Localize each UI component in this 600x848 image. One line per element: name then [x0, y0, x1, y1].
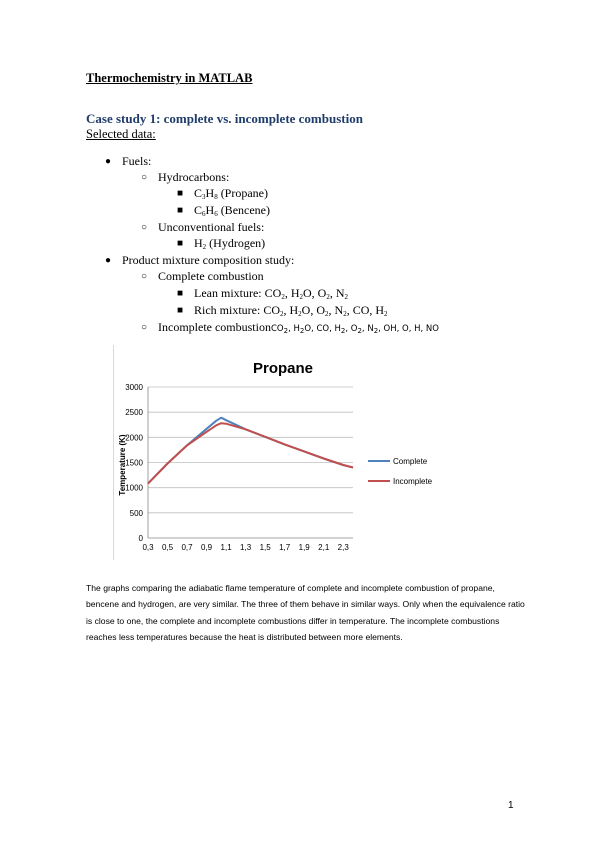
x-tick-label: 1,1	[220, 543, 232, 552]
bullet-hollow: ○	[141, 322, 148, 333]
y-tick-label: 0	[138, 534, 143, 543]
x-tick-label: 1,7	[279, 543, 291, 552]
list-item-bencene: $C_6H_6$ (Bencene)	[194, 203, 270, 218]
bullet-filled: ●	[105, 255, 112, 266]
list-item-hydrocarbons: Hydrocarbons:	[158, 170, 230, 184]
selected-data-label: Selected data:	[86, 127, 156, 141]
x-tick-label: 1,9	[298, 543, 310, 552]
list-item-fuels: Fuels:	[122, 154, 152, 168]
list-item-unconventional-fuels: Unconventional fuels:	[158, 220, 265, 234]
list-item-lean-mixture: Lean mixture: $CO_2$, $H_2O$, $O_2$, $N_2$	[194, 286, 348, 301]
y-tick-label: 2000	[125, 433, 143, 443]
x-tick-label: 1,5	[259, 543, 271, 552]
y-tick-label: 2500	[125, 408, 143, 418]
chart-title: Propane	[252, 360, 314, 377]
body-paragraph: The graphs comparing the adiabatic flame temperature of complete and incomplete combustion of propane, bencene and hydrogen, are very similar. The three of them behave in similar ways. Only when the equivalence ratio is close to one, the complete and incomplete combustions differ in temperature. The incomplete combustions reaches less temperatures because the heat is distributed between more elements.	[86, 583, 525, 642]
list-item-rich-mixture: Rich mixture: $CO_2$, $H_2O$, $O_2$, $N_2$, CO, $H_2$	[194, 303, 388, 318]
y-tick-label: 3000	[125, 383, 143, 392]
x-tick-label: 1,3	[240, 543, 252, 552]
page-number: 1	[508, 800, 514, 811]
bullet-square: ■	[177, 288, 184, 299]
y-axis-label: Temperature (K)	[118, 434, 127, 496]
x-tick-label: 0,9	[201, 543, 213, 552]
legend-label: Incomplete	[393, 477, 433, 486]
list-item-incomplete-combustion: Incomplete combustionCO$_2$, $H_2O$, CO, $H_2$, $O_2$, $N_2$, OH, O, H, NO	[158, 320, 439, 335]
bullet-hollow: ○	[141, 271, 148, 282]
bullet-square: ■	[177, 305, 184, 316]
incomplete-species: $CO_2$, $H_2O$, CO, $H_2$, $O_2$, $N_2$, OH, O, H, NO	[270, 324, 439, 335]
x-tick-label: 2,3	[337, 543, 349, 552]
x-tick-label: 2,1	[318, 543, 330, 552]
bullet-square: ■	[177, 205, 184, 216]
bullet-hollow: ○	[141, 172, 148, 183]
bullet-filled: ●	[105, 156, 112, 167]
bullet-square: ■	[177, 238, 184, 249]
y-tick-label: 500	[129, 508, 143, 518]
propane-chart	[113, 345, 458, 560]
x-tick-label: 0,3	[142, 543, 154, 552]
x-tick-label: 0,5	[161, 543, 174, 552]
y-tick-label: 1000	[125, 483, 143, 493]
legend-label: Complete	[393, 457, 428, 466]
document-title: Thermochemistry in MATLAB	[86, 71, 253, 85]
series-line-incomplete	[148, 423, 353, 483]
chart-svg	[113, 345, 458, 560]
list-item-complete-combustion: Complete combustion	[158, 269, 264, 283]
bullet-hollow: ○	[141, 222, 148, 233]
list-item-product-study: Product mixture composition study:	[122, 253, 295, 267]
list-item-hydrogen: $H_2$ (Hydrogen)	[194, 236, 266, 251]
x-tick-label: 0,7	[181, 543, 193, 552]
series-line-complete	[148, 418, 353, 484]
list-item-propane: $C_3H_8$ (Propane)	[194, 186, 269, 201]
y-tick-label: 1500	[125, 458, 143, 468]
bullet-square: ■	[177, 188, 184, 199]
case-study-heading: Case study 1: complete vs. incomplete combustion	[86, 111, 363, 126]
